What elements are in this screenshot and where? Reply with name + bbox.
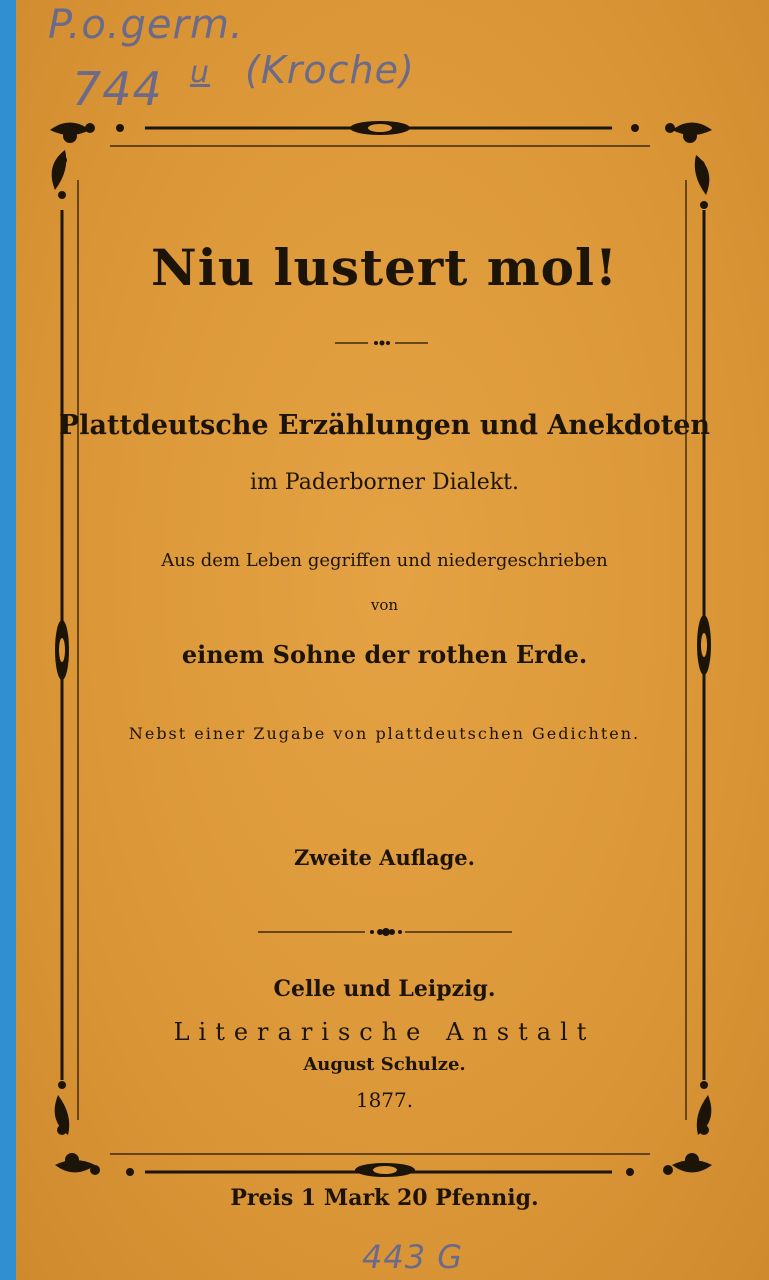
origin-line: Aus dem Leben gegriffen und niedergeschrieben [161,550,608,571]
corner-ornament-top-left [50,123,124,200]
price-line: Preis 1 Mark 20 Pfennig. [230,1185,539,1211]
supplement-line: Nebst einer Zugabe von plattdeutschen Gedichten. [128,724,641,743]
book-title: Niu lustert mol! [151,238,618,297]
by-line: von [370,596,399,614]
imprint-place: Celle und Leipzig. [273,976,496,1002]
dialect-line: im Paderborner Dialekt. [250,470,519,495]
author-note: (Kroche) [245,48,415,92]
subtitle: Plattdeutsche Erzählungen und Anekdoten [58,410,711,441]
shelfmark-line2: 744 [72,62,163,116]
shelfmark-line1: P.o.germ. [48,2,244,48]
imprint-publisher: Literarische Anstalt [173,1018,596,1046]
imprint-person: August Schulze. [303,1054,466,1075]
edition-label: Zweite Auflage. [294,845,475,870]
shelfmark-suffix: u [190,55,211,90]
bottom-number: 443 G [362,1238,464,1276]
imprint-year: 1877. [355,1088,414,1112]
author-line: einem Sohne der rothen Erde. [181,640,588,669]
corner-ornament-top-right [631,123,712,210]
